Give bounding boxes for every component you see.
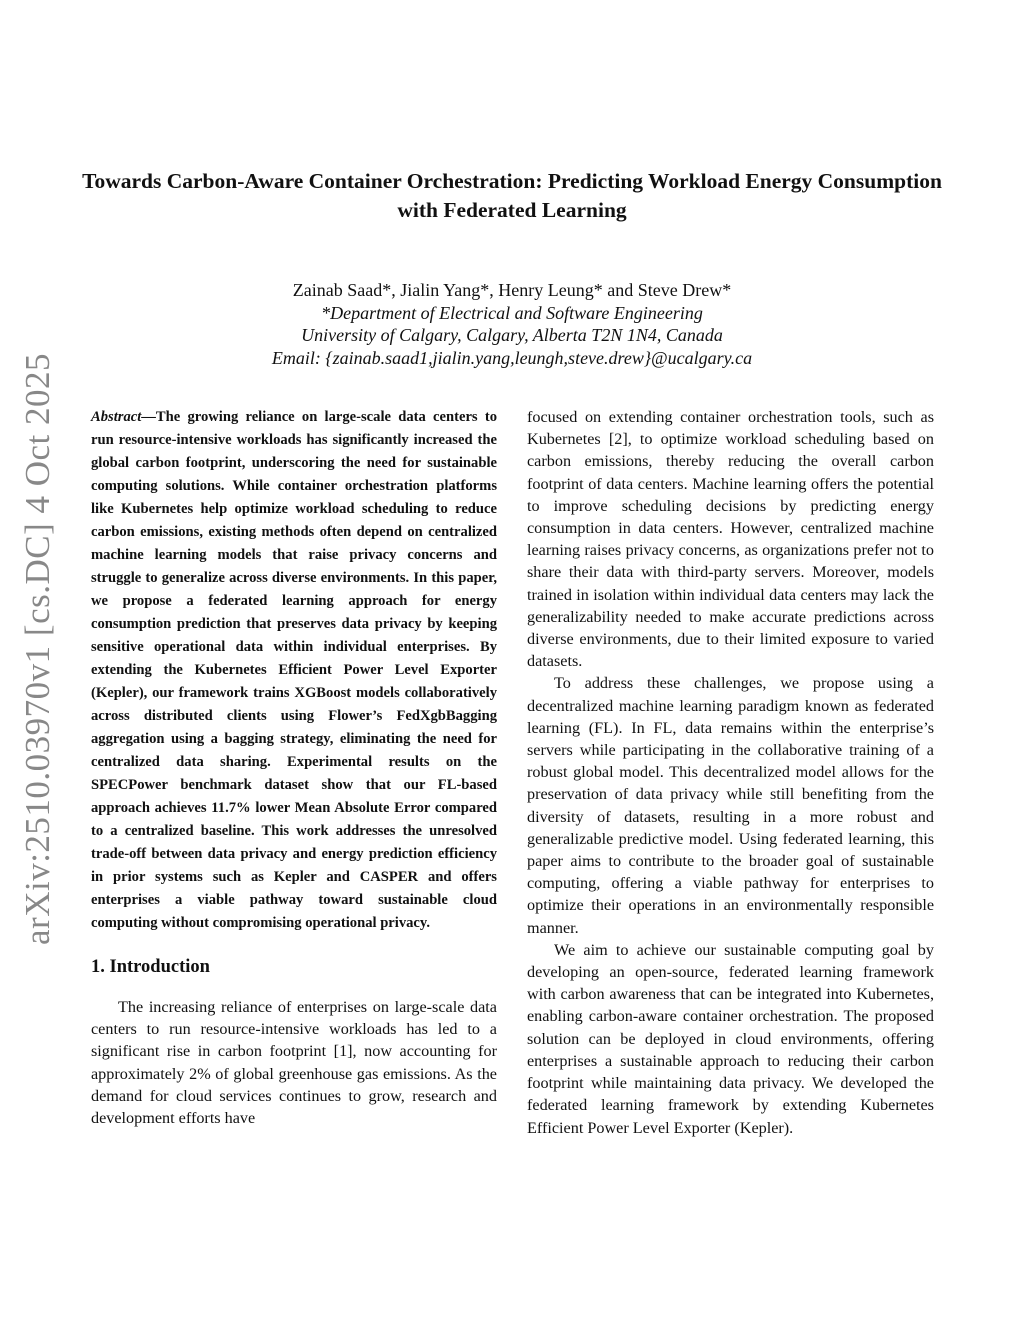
author-department: *Department of Electrical and Software Engineering [321, 302, 703, 323]
author-names: Zainab Saad*, Jialin Yang*, Henry Leung* and Steve Drew* [292, 280, 732, 300]
author-email: Email: {zainab.saad1,jialin.yang,leungh,steve.drew}@ucalgary.ca [271, 347, 753, 368]
abstract-separator: — [141, 409, 156, 425]
intro-paragraph: We aim to achieve our sustainable computing goal by developing an open-source, federated learning framework with carbon awareness that can be integrated into Kubernetes, enabling carbon-aware container orchestration. The proposed solution can be deployed in cloud environments, offering enterprises a sustainable approach to reducing their carbon footprint while maintaining data privacy. We developed the federated learning framework by extending Kubernetes Efficient Power Level Exporter (Kepler). [527, 940, 934, 1137]
author-university: University of Calgary, Calgary, Alberta T2N 1N4, Canada [301, 325, 723, 345]
intro-paragraph: The increasing reliance of enterprises on large-scale data centers to run resource-intensive workloads has led to a significant rise in carbon footprint [1], now accounting for approximately 2% of global greenhouse gas emissions. As the demand for cloud services continues to grow, research and development efforts have [91, 998, 497, 1128]
abstract-label: Abstract [91, 409, 142, 425]
right-column [527, 406, 934, 1139]
arxiv-identifier: arXiv:2510.03970v1 [cs.DC] 4 Oct 2025 [18, 352, 57, 945]
intro-paragraph: To address these challenges, we propose using a decentralized machine learning paradigm known as federated learning (FL). In FL, data remains within the enterprise’s servers while participating in the collaborative training of a robust global model. This decentralized model allows for the preservation of data privacy while still benefiting from the diversity of datasets, resulting in a more robust and generalizable predictive model. Using federated learning, this paper aims to contribute to the broader goal of sustainable computing, offering a viable pathway for enterprises to optimize their operations in an environmentally responsible manner. [527, 674, 934, 937]
paper-title: Towards Carbon-Aware Container Orchestration: Predicting Workload Energy Consumption with Federated Learning [82, 169, 942, 222]
section-heading-introduction: 1. Introduction [91, 957, 210, 977]
abstract-text: The growing reliance on large-scale data centers to run resource-intensive workloads has significantly increased the global carbon footprint, underscoring the need for sustainable computing solutions. While container orchestration platforms like Kubernetes help optimize workload scheduling to reduce carbon emissions, existing methods often depend on centralized machine learning models that raise privacy concerns and struggle to generalize across diverse environments. In this paper, we propose a federated learning approach for energy consumption prediction that preserves data privacy by keeping sensitive operational data within individual enterprises. By extending the Kubernetes Efficient Power Level Exporter (Kepler), our framework trains XGBoost models collaboratively across distributed clients using Flower’s FedXgbBagging aggregation using a bagging strategy, eliminating the need for centralized data sharing. Experimental results on the SPECPower benchmark dataset show that our FL-based approach achieves 11.7% lower Mean Absolute Error compared to a centralized baseline. This work addresses the unresolved trade-off between data privacy and energy prediction efficiency in prior systems such as Kepler and CASPER and offers enterprises a viable pathway toward sustainable cloud computing without compromising operational privacy. [91, 409, 497, 931]
intro-paragraph-continued: focused on extending container orchestration tools, such as Kubernetes [2], to optimize workload scheduling based on carbon emissions, thereby reducing the overall carbon footprint of data centers. Machine learning offers the potential to improve scheduling decisions by predicting energy consumption in data centers. However, centralized machine learning raises privacy concerns, as organizations prefer not to share their data with third-party servers. Moreover, models trained in isolation within individual data centers may lack the generalizability needed to make accurate predictions across diverse environments, due to their limited exposure to varied datasets. [527, 408, 934, 671]
abstract [91, 406, 497, 935]
left-column [91, 406, 497, 1129]
author-block [80, 279, 944, 369]
